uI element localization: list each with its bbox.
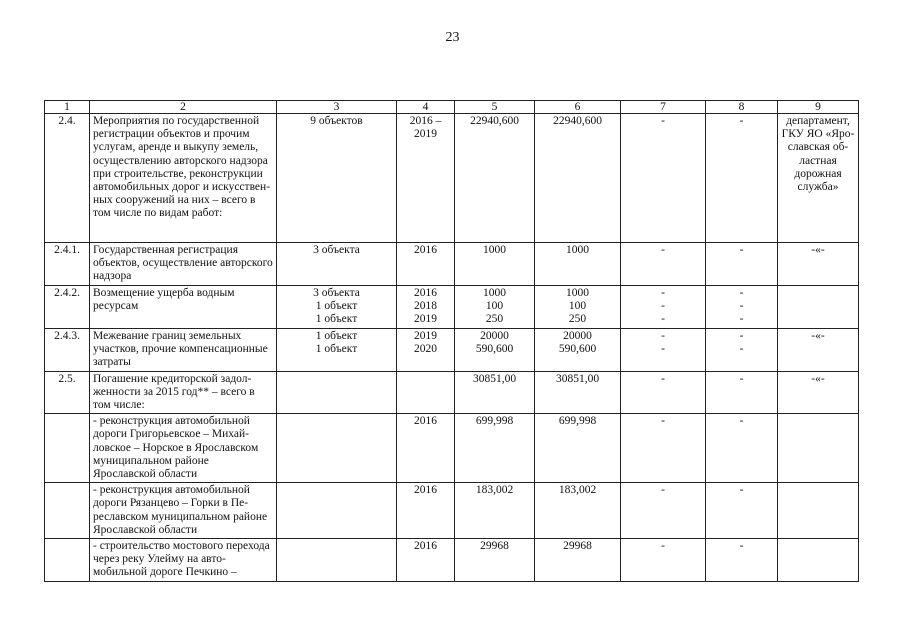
column-number: 5	[455, 101, 535, 114]
total-value: 30851,00	[472, 372, 517, 385]
total-amount	[455, 114, 535, 243]
total-amount	[455, 414, 535, 483]
executor	[778, 483, 859, 539]
item-number: 2.4.3.	[45, 328, 90, 371]
column-8-value	[706, 371, 778, 414]
column-8-value	[706, 114, 778, 243]
period	[397, 414, 455, 483]
column-number-row	[45, 101, 859, 114]
item-name: - реконструкция автомобильной дороги Рязанцево – Горки в Переславском муниципальном районе Ярославской области	[90, 483, 277, 539]
total-value: 590,600	[475, 342, 514, 355]
c8-value: -	[739, 372, 744, 385]
total-amount	[455, 371, 535, 414]
column-number: 7	[621, 101, 706, 114]
column-8-value	[706, 414, 778, 483]
column-8-value	[706, 539, 778, 582]
year-value: 2016	[414, 540, 437, 553]
executor: -«-	[778, 328, 859, 371]
c7-value: -	[661, 372, 665, 385]
c8-value: -	[739, 329, 744, 342]
item-number	[45, 539, 90, 582]
table-row	[45, 328, 859, 371]
column-number: 3	[277, 101, 397, 114]
item-number	[45, 483, 90, 539]
column-number: 9	[778, 101, 859, 114]
object-count	[277, 371, 397, 414]
c7-value: -	[661, 342, 665, 355]
column-7-value	[621, 371, 706, 414]
c7-value: -	[661, 286, 665, 299]
item-number: 2.4.2.	[45, 285, 90, 328]
total-value: 1000	[483, 244, 506, 256]
period	[397, 539, 455, 582]
qty-value: 3 объекта	[313, 244, 360, 256]
table-row	[45, 414, 859, 483]
total-amount	[455, 285, 535, 328]
fund-value: 22940,600	[553, 115, 602, 127]
executor: -«-	[778, 371, 859, 414]
fund-value: 590,600	[558, 342, 597, 355]
total-amount	[455, 539, 535, 582]
year-value: 2016	[414, 415, 437, 428]
table-row	[45, 539, 859, 582]
object-count	[277, 243, 397, 286]
funding-amount	[535, 328, 621, 371]
executor: -«-	[778, 243, 859, 286]
c7-value: -	[661, 299, 665, 312]
column-7-value	[621, 414, 706, 483]
c8-value: -	[739, 540, 744, 553]
column-number: 1	[45, 101, 90, 114]
fund-value: 30851,00	[555, 372, 600, 385]
c8-value: -	[739, 244, 744, 256]
fund-value: 699,998	[558, 415, 597, 428]
year-value: 2019	[414, 329, 437, 342]
period	[397, 114, 455, 243]
item-name: Межевание границ земельных участков, прочие компенсационные затраты	[90, 328, 277, 371]
column-number: 4	[397, 101, 455, 114]
year-value: 2016	[414, 286, 437, 299]
c7-value: -	[661, 244, 665, 256]
c8-value: -	[739, 299, 744, 312]
qty-value: 1 объект	[315, 329, 358, 342]
year-value: 2016 – 2019	[409, 115, 442, 141]
item-name: Мероприятия по государственной регистрации объектов и прочим услугам, аренде и выкупу земель, осуществлению авторского надзора при строительстве, реконструкции автомобильных дорог и искусственных сооружений на них – всего в том числе по видам работ:	[90, 114, 277, 243]
total-value: 1000	[483, 286, 506, 299]
fund-value: 20000	[563, 329, 592, 342]
fund-value: 1000	[566, 286, 589, 299]
c7-value: -	[661, 115, 665, 127]
column-7-value	[621, 285, 706, 328]
qty-value: 3 объекта	[313, 286, 360, 299]
column-8-value	[706, 328, 778, 371]
column-8-value	[706, 243, 778, 286]
column-7-value	[621, 483, 706, 539]
c8-value: -	[739, 286, 744, 299]
funding-amount	[535, 371, 621, 414]
total-value: 699,998	[475, 415, 514, 428]
table-body	[45, 101, 859, 582]
total-value: 22940,600	[470, 115, 519, 127]
column-8-value	[706, 285, 778, 328]
qty-value: 1 объект	[315, 299, 358, 312]
object-count	[277, 414, 397, 483]
column-number: 8	[706, 101, 778, 114]
executor: департамент, ГКУ ЯО «Ярославская областная дорожная служба»	[778, 114, 859, 243]
period	[397, 371, 455, 414]
period	[397, 243, 455, 286]
c8-value: -	[739, 115, 744, 127]
year-value: 2019	[414, 313, 437, 326]
executor	[778, 539, 859, 582]
table-row	[45, 483, 859, 539]
funding-amount	[535, 483, 621, 539]
year-value: 2016	[414, 484, 437, 497]
total-amount	[455, 483, 535, 539]
total-value: 100	[485, 299, 504, 312]
item-name: - реконструкция автомобильной дороги Григорьевское – Михайловское – Норское в Ярославском муниципальном районе Ярославской области	[90, 414, 277, 483]
funding-amount	[535, 114, 621, 243]
item-number: 2.5.	[45, 371, 90, 414]
item-number: 2.4.	[45, 114, 90, 243]
period	[397, 285, 455, 328]
total-value: 20000	[480, 329, 509, 342]
total-value: 250	[485, 313, 504, 326]
table-row	[45, 243, 859, 286]
c8-value: -	[739, 415, 744, 428]
column-number: 2	[90, 101, 277, 114]
table-row	[45, 371, 859, 414]
total-value: 183,002	[475, 484, 514, 497]
column-number: 6	[535, 101, 621, 114]
table-row	[45, 285, 859, 328]
total-amount	[455, 328, 535, 371]
column-7-value	[621, 114, 706, 243]
object-count	[277, 328, 397, 371]
executor	[778, 285, 859, 328]
c8-value: -	[739, 342, 744, 355]
item-name: Государственная регистрация объектов, осуществление авторского надзора	[90, 243, 277, 286]
object-count	[277, 285, 397, 328]
item-name: - строительство мостового перехода через реку Улейму на автомобильной дороге Печкино –	[90, 539, 277, 582]
c8-value: -	[739, 484, 744, 497]
funding-amount	[535, 414, 621, 483]
c7-value: -	[661, 313, 665, 326]
program-table	[44, 100, 859, 582]
fund-value: 1000	[566, 244, 589, 256]
column-7-value	[621, 243, 706, 286]
object-count	[277, 539, 397, 582]
c8-value: -	[739, 313, 744, 326]
fund-value: 100	[568, 299, 587, 312]
item-number	[45, 414, 90, 483]
object-count	[277, 483, 397, 539]
fund-value: 250	[568, 313, 587, 326]
column-8-value	[706, 483, 778, 539]
table-row	[45, 114, 859, 243]
qty-value: 1 объект	[315, 313, 358, 326]
total-amount	[455, 243, 535, 286]
fund-value: 183,002	[558, 484, 597, 497]
column-7-value	[621, 539, 706, 582]
item-name: Погашение кредиторской задолженности за 2015 год** – всего в том числе:	[90, 371, 277, 414]
funding-amount	[535, 539, 621, 582]
column-7-value	[621, 328, 706, 371]
executor	[778, 414, 859, 483]
total-value: 29968	[480, 540, 509, 553]
year-value: 2020	[414, 342, 437, 355]
item-number: 2.4.1.	[45, 243, 90, 286]
qty-value: 9 объектов	[310, 115, 363, 127]
qty-value: 1 объект	[315, 342, 358, 355]
period	[397, 328, 455, 371]
item-name: Возмещение ущерба водным ресурсам	[90, 285, 277, 328]
fund-value: 29968	[563, 540, 592, 553]
c7-value: -	[661, 415, 665, 428]
year-value: 2018	[414, 299, 437, 312]
period	[397, 483, 455, 539]
c7-value: -	[661, 329, 665, 342]
c7-value: -	[661, 484, 665, 497]
funding-amount	[535, 243, 621, 286]
object-count	[277, 114, 397, 243]
page-number: 23	[445, 30, 460, 45]
funding-amount	[535, 285, 621, 328]
year-value: 2016	[414, 244, 437, 256]
c7-value: -	[661, 540, 665, 553]
